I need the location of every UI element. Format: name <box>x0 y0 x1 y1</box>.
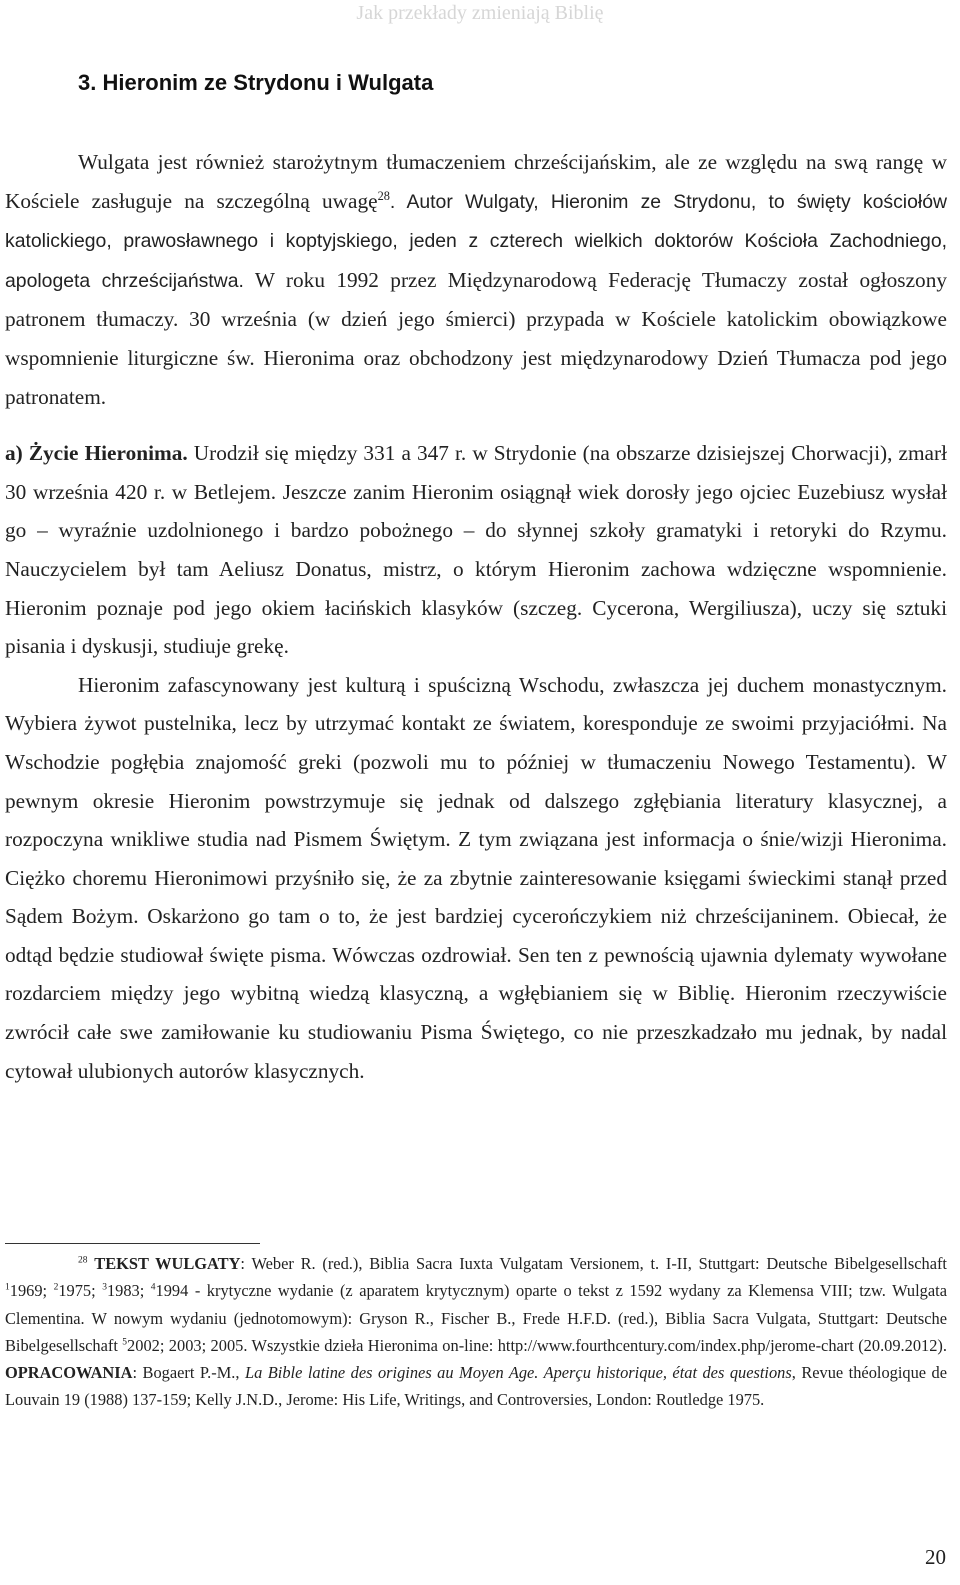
footnote-text: : Weber R. (red.), Biblia Sacra Iuxta Vulgatam Versionem, t. I-II, Stuttgart: Deutsche Bibelgesellschaft <box>240 1254 947 1273</box>
footnote-label-text: TEKST WULGATY <box>94 1254 241 1273</box>
paragraph-east: Hieronim zafascynowany jest kulturą i spuścizną Wschodu, zwłaszcza jej duchem monastycznym. Wybiera żywot pustelnika, lecz by utrzymać kontakt ze światem, koresponduje ze swoimi przyjaciółmi. Na Wschodzie pogłębia znajomość greki (pozwoli mu to później w tłumaczeniu Nowego Testamentu). W pewnym okresie Hieronim powstrzymuje się jednak od dalszego zgłębiania literatury klasycznej, a rozpoczyna wnikliwe studia nad Pismem Świętym. Z tym związana jest informacja o śnie/wizji Hieronima. Ciężko choremu Hieronimowi przyśniło się, że za zbytnie zainteresowanie księgami świeckimi stanął przed Sądem Bożym. Oskarżono go tam o to, że jest bardziej cycerończykiem niż chrześcijaninem. Obiecał, że odtąd będzie studiował święte pisma. Wówczas ozdrowiał. Sen ten z pewnością ujawnia dylematy wywołane rozdarciem między jego wybitną wiedzą klasyczną, a wgłębianiem się w Biblię. Hieronim rzeczywiście zwrócił całe swe zamiłowanie ku studiowaniu Pisma Świętego, co nie przeszkadzało mu jednak, by nadal cytował ulubionych autorów klasycznych. <box>5 672 947 1083</box>
footnote <box>5 1250 947 1414</box>
footnote-text: 1983; <box>106 1281 151 1301</box>
intro-text-end: W roku 1992 przez Międzynarodową Federację Tłumaczy został ogłoszony patronem tłumaczy. 30 września (w dzień jego śmierci) przypada w Kościele katolickim obowiązkowe wspomnienie liturgiczne św. Hieronima oraz obchodzony jest międzynarodowy Dzień Tłumacza pod jego patronatem. <box>5 267 947 409</box>
section-heading: 3. Hieronim ze Strydonu i Wulgata <box>78 70 434 95</box>
intro-text: Wulgata jest również starożytnym tłumaczeniem chrześcijańskim, ale ze względu na swą rangę w Kościele zasługuje na szczególną uwagę <box>5 150 947 213</box>
footnote-label-studies: OPRACOWANIA <box>5 1363 133 1383</box>
footnote-reference[interactable]: 28 <box>377 188 390 203</box>
footnote-separator <box>5 1243 260 1244</box>
body-text <box>5 143 947 1090</box>
running-header: Jak przekłady zmieniają Biblię <box>356 2 604 24</box>
edition-sup: 4 <box>150 1282 156 1293</box>
edition-sup: 2 <box>53 1282 59 1293</box>
footnote-text: , Revue théologique de Louvain 19 (1988) 137-159; Kelly J.N.D., Jerome: His Life, Writings, and Controversies, London: Routledge 1975. <box>5 1363 948 1410</box>
footnote-text: 1969; <box>9 1281 54 1301</box>
footnote-text: : Bogaert P.-M., <box>132 1363 245 1383</box>
footnote-number: 28 <box>78 1255 88 1266</box>
footnote-text: 2002; 2003; 2005. Wszystkie dzieła Hieronima on-line: http://www.fourthcentury.com/index.php/jerome-chart (20.09.2012). <box>127 1335 947 1355</box>
footnote-italic-title: La Bible latine des origines au Moyen Age. Aperçu historique, état des questions <box>244 1363 792 1383</box>
edition-sup: 3 <box>102 1282 107 1293</box>
edition-sup: 1 <box>5 1282 10 1293</box>
subsection-heading: a) Życie Hieronima. <box>5 441 188 466</box>
paragraph-intro <box>5 143 947 416</box>
edition-sup: 5 <box>122 1337 128 1348</box>
footnote-text: 1994 - krytyczne wydanie (z aparatem krytycznym) oparte o tekst z 1592 wydany za Klemensa VIII; tzw. Wulgata Clementina. W nowym wydaniu (jednotomowym): Gryson R., Fischer B., Frede H.F.D. (red.), Biblia Sacra Vulgata, Stuttgart: Deutsche Bibelgesellschaft <box>5 1281 947 1355</box>
life-text: Urodził się między 331 a 347 r. w Strydonie (na obszarze dzisiejszej Chorwacji), zmarł 30 września 420 r. w Betlejem. Jeszcze zanim Hieronim osiągnął wiek dorosły jego ojciec Euzebiusz wysłał go – wyraźnie uzdolnionego i bardzo pobożnego – do słynnej szkoły gramatyki i retoryki do Rzymu. Nauczycielem był tam Aeliusz Donatus, mistrz, o którym Hieronim zachowa wdzięczne wspomnienie. Hieronim poznaje pod jego okiem łacińskich klasyków (szczeg. Cycerona, Wergiliusza), uczy się sztuki pisania i dyskusji, studiuje grekę. <box>5 441 947 659</box>
footnote-text: 1975; <box>58 1281 103 1301</box>
page-number: 20 <box>925 1545 946 1569</box>
paragraph-life <box>5 434 947 666</box>
intro-text-sans: . Autor Wulgaty, Hieronim ze Strydonu, to święty kościołów katolickiego, prawosławnego i koptyjskiego, jeden z czterech wielkich doktorów Kościoła Zachodniego, apologeta chrześcijaństwa. <box>5 190 947 292</box>
